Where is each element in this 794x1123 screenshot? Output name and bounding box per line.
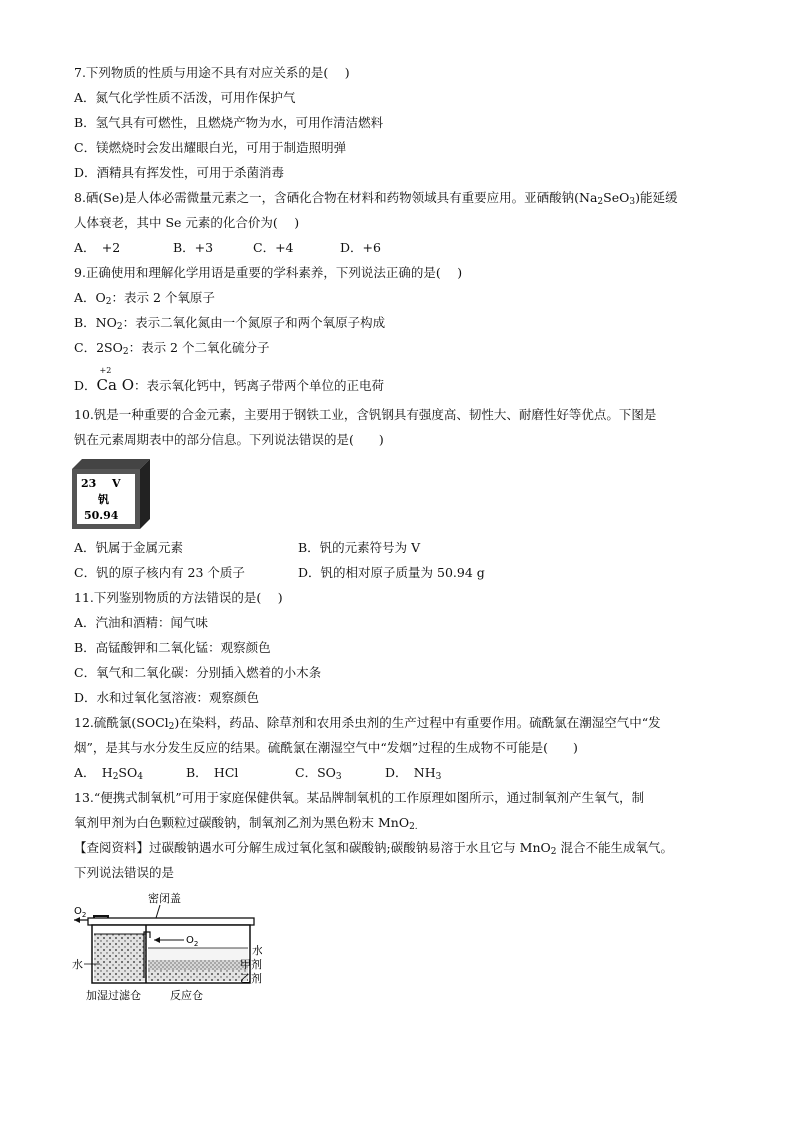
q9-option-c[interactable]: C．$2SO_2$：表示 2 个二氧化硫分子 [74, 340, 270, 357]
element-name: 钒 [98, 493, 109, 506]
valence-charge: +2 [99, 366, 112, 375]
agent-a-label: 甲剂 [240, 958, 262, 971]
q11-option-d[interactable]: D．水和过氧化氢溶液：观察颜色 [74, 690, 260, 705]
q8-option-b[interactable]: B．+3 [173, 240, 214, 255]
water-right-label: 水 [252, 944, 262, 957]
q8-option-d[interactable]: D．+6 [340, 240, 381, 255]
q7-option-c[interactable]: C．镁燃烧时会发出耀眼白光，可用于制造照明弹 [74, 140, 347, 155]
q7-option-d[interactable]: D．酒精具有挥发性，可用于杀菌消毒 [74, 165, 285, 180]
q12-stem-line1: 12.硫酰氯(SOCl$_2$)在染料，药品、除草剂和农用杀虫剂的生产过程中有重要作用。硫酰氯在潮湿空气中“发 [74, 715, 661, 732]
q11-option-a[interactable]: A．汽油和酒精：闻气味 [74, 615, 209, 630]
q7-option-a[interactable]: A．氮气化学性质不活泼，可用作保护气 [74, 90, 296, 105]
q11-option-c[interactable]: C．氧气和二氧化碳：分别插入燃着的小木条 [74, 665, 322, 680]
q11-stem: 11.下列鉴别物质的方法错误的是( ) [74, 590, 283, 605]
agent-b-label: 乙剂 [240, 972, 262, 985]
humidifier-chamber-label: 加湿过滤仓 [86, 989, 141, 1002]
q10-option-a[interactable]: A．钒属于金属元素 [74, 540, 184, 555]
periodic-table-cell [72, 459, 150, 529]
q9-option-b[interactable]: B．$NO_2$：表示二氧化氮由一个氮原子和两个氧原子构成 [74, 315, 386, 332]
q7-option-b[interactable]: B．氢气具有可燃性，且燃烧产物为水，可用作清洁燃料 [74, 115, 384, 130]
o2-in-label: $O_2$ [186, 935, 199, 948]
q13-info: 【查阅资料】过碳酸钠遇水可分解生成过氧化氢和碳酸钠;碳酸钠易溶于水且它与 MnO$_2$ 混合不能生成氧气。 [74, 840, 674, 857]
q8-option-c[interactable]: C．+4 [253, 240, 294, 255]
water-left-label: 水 [72, 958, 83, 971]
valence-notation: +2 Ca [96, 366, 117, 394]
atomic-number: 23 [81, 477, 97, 490]
q9-option-d[interactable]: D． +2 Ca O：表示氧化钙中，钙离子带两个单位的正电荷 [74, 366, 385, 394]
q10-option-b[interactable]: B．钒的元素符号为 V [298, 540, 421, 555]
q12-option-b[interactable]: B． HCl [186, 765, 239, 780]
reaction-chamber-label: 反应仓 [170, 989, 203, 1002]
q12-option-a[interactable]: A． $H_2SO_4$ [74, 765, 143, 782]
q8-option-a[interactable]: A． +2 [74, 240, 121, 255]
atomic-mass: 50.94 [84, 509, 119, 522]
q9-stem: 9.正确使用和理解化学用语是重要的学科素养，下列说法正确的是( ) [74, 265, 463, 280]
q8-stem-line2: 人体衰老，其中 Se 元素的化合价为( ) [74, 215, 300, 230]
o2-out-label: $O_2$ [74, 906, 87, 919]
q13-stem-line3: 下列说法错误的是 [74, 865, 175, 880]
q10-option-c[interactable]: C．钒的原子核内有 23 个质子 [74, 565, 245, 580]
q10-option-d[interactable]: D．钒的相对原子质量为 50.94 g [298, 565, 485, 580]
q9-option-a[interactable]: A．$O_2$：表示 2 个氧原子 [74, 290, 215, 307]
q13-stem-line1: 13.“便携式制氧机”可用于家庭保健供氧。某品牌制氧机的工作原理如图所示，通过制氧剂产生氧气，制 [74, 790, 645, 805]
element-symbol: V [112, 477, 121, 490]
q12-option-c[interactable]: C．$SO_3$ [295, 765, 342, 782]
lid-label: 密闭盖 [148, 892, 181, 905]
oxygen-generator-diagram [72, 888, 262, 1008]
q8-stem-line1: 8.硒(Se)是人体必需微量元素之一，含硒化合物在材料和药物领域具有重要应用。亚硒酸钠$(Na_2SeO_3)$能延缓 [74, 190, 678, 207]
q13-stem-line2: 氧剂甲剂为白色颗粒过碳酸钠，制氧剂乙剂为黑色粉末 MnO$_{2.}$ [74, 815, 418, 832]
q7-stem: 7.下列物质的性质与用途不具有对应关系的是( ) [74, 65, 350, 80]
q12-option-d[interactable]: D． $NH_3$ [385, 765, 442, 782]
q10-stem-line2: 钒在元素周期表中的部分信息。下列说法错误的是( ) [74, 432, 384, 447]
q12-stem-line2: 烟”，是其与水分发生反应的结果。硫酰氯在潮湿空气中“发烟”过程的生成物不可能是( ) [74, 740, 578, 755]
oxygen-generator-graphic [72, 888, 262, 1008]
q11-option-b[interactable]: B．高锰酸钾和二氧化锰：观察颜色 [74, 640, 271, 655]
q10-stem-line1: 10.钒是一种重要的合金元素，主要用于钢铁工业，含钒钢具有强度高、韧性大、耐磨性好等优点。下图是 [74, 407, 657, 422]
element-cell-graphic [72, 459, 150, 529]
